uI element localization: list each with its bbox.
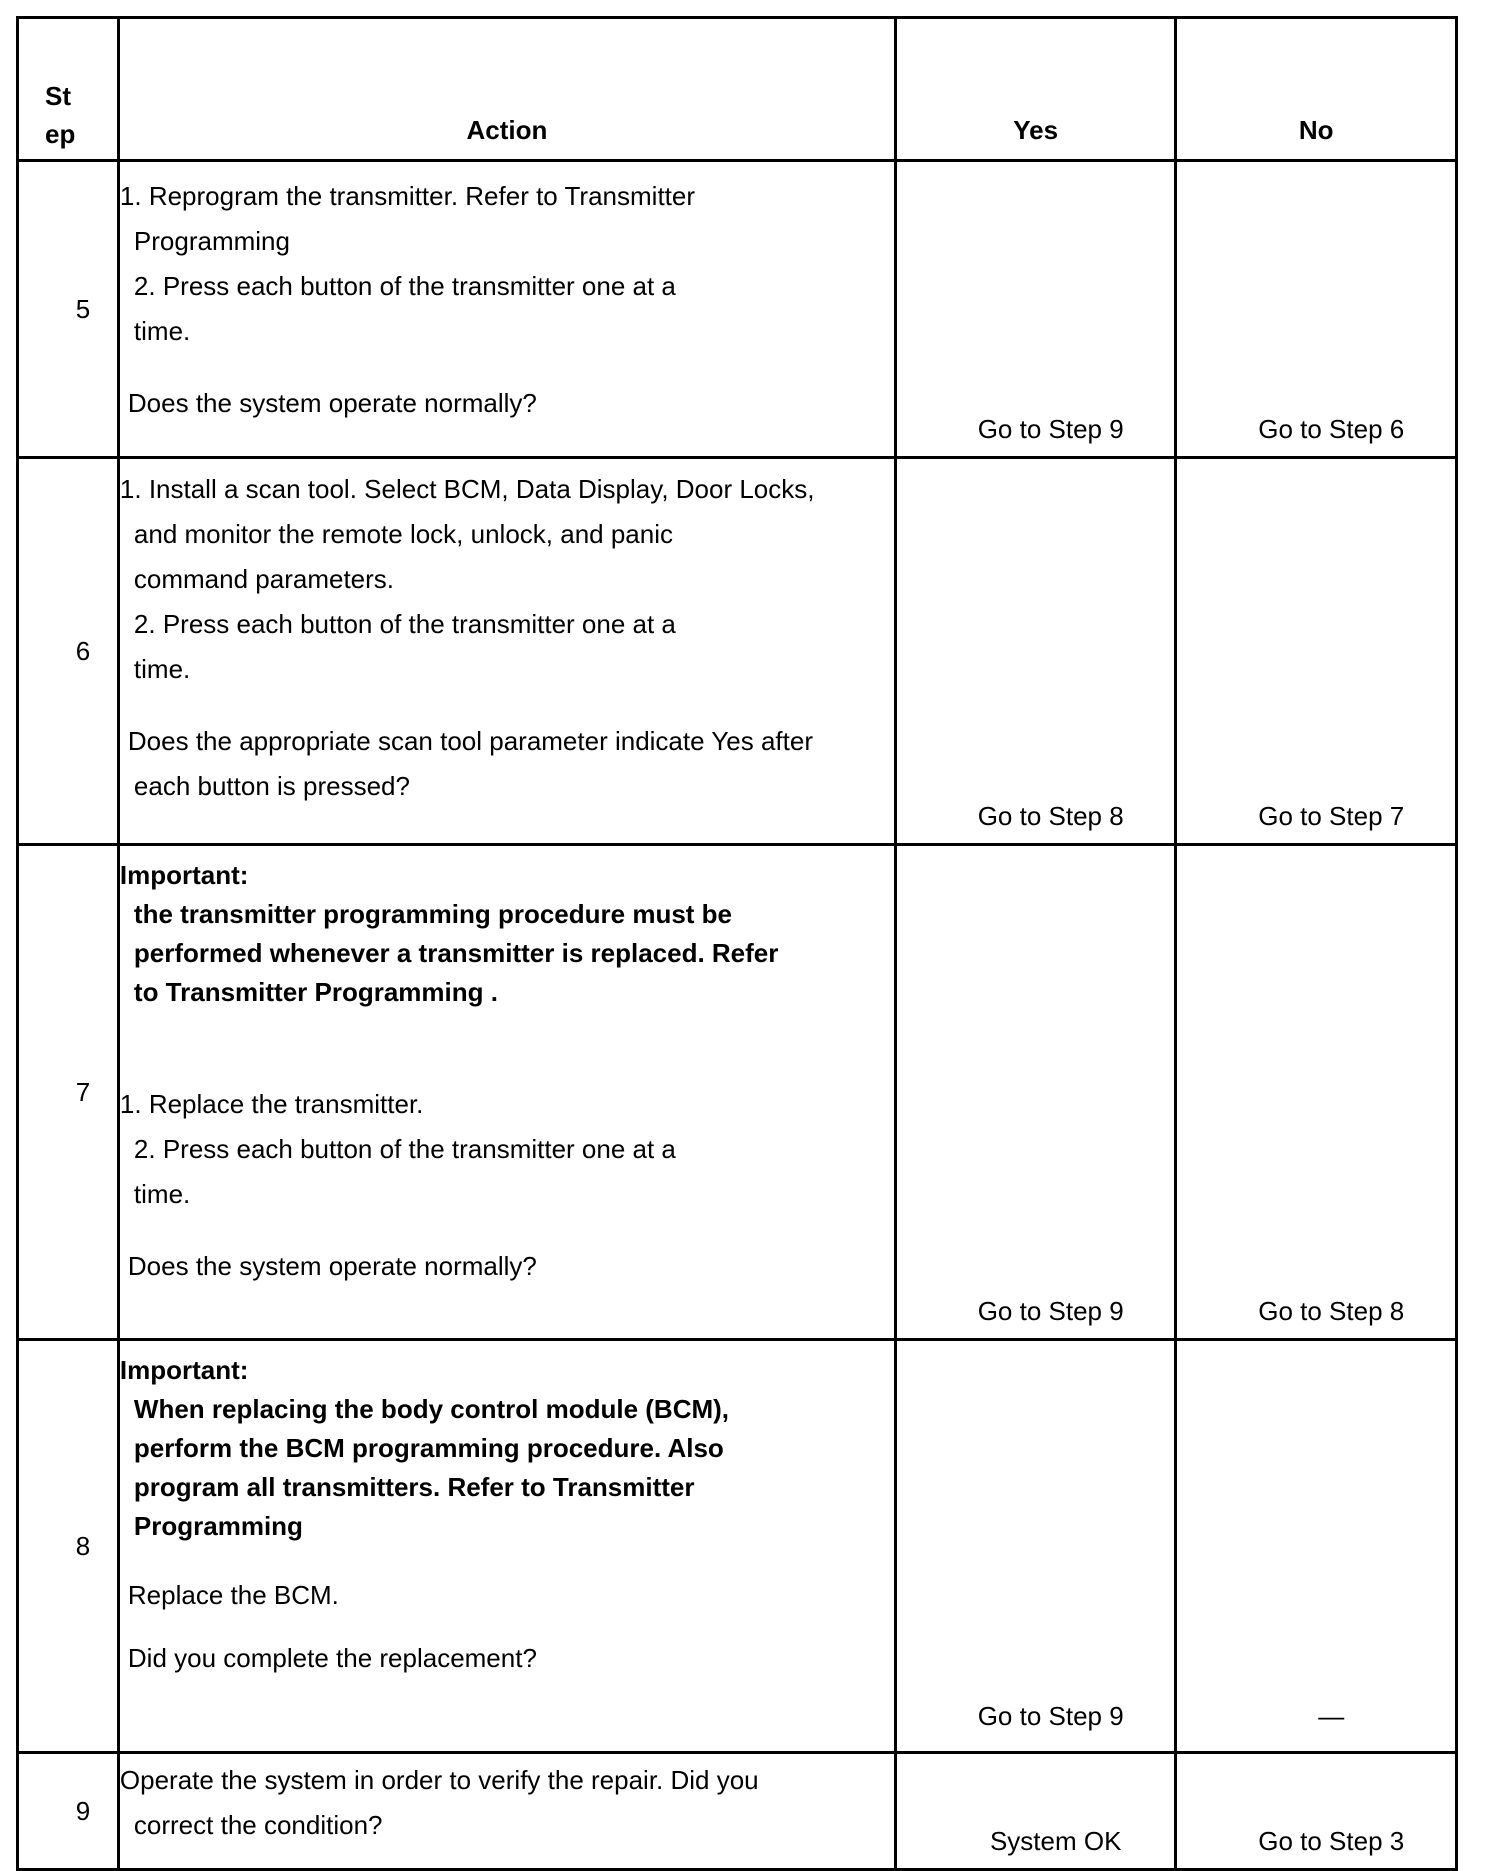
important-line: program all transmitters. Refer to Transmitter: [133, 1472, 695, 1502]
important-line: Programming: [133, 1511, 303, 1541]
diagnostic-table: [16, 16, 1458, 1871]
question-line: each button is pressed?: [133, 771, 410, 801]
important-line: the transmitter programming procedure must be: [133, 899, 733, 929]
action-cell: [118, 1340, 895, 1753]
action-line: 2. Press each button of the transmitter one at a: [133, 1134, 676, 1164]
action-line: time.: [133, 654, 191, 684]
important-label: Important:: [119, 860, 249, 890]
important-line: When replacing the body control module (BCM),: [133, 1394, 730, 1424]
important-label: Important:: [119, 1355, 249, 1385]
no-answer: Go to Step 3: [1176, 1753, 1457, 1870]
question-line: Does the appropriate scan tool parameter indicate Yes after: [127, 726, 813, 756]
step-number: 9: [18, 1753, 119, 1870]
action-line: time.: [133, 1179, 191, 1209]
yes-answer: Go to Step 9: [895, 1340, 1176, 1753]
table-row: [18, 1340, 1457, 1753]
action-cell: [118, 845, 895, 1340]
header-no: No: [1176, 18, 1457, 161]
action-line: Programming: [133, 226, 290, 256]
header-row: [18, 18, 1457, 161]
action-line: Replace the BCM.: [127, 1580, 339, 1610]
action-cell: [118, 161, 895, 458]
action-cell: [118, 458, 895, 845]
question-line: Does the system operate normally?: [127, 1251, 537, 1281]
question-line: Did you complete the replacement?: [127, 1643, 537, 1673]
step-number: 8: [18, 1340, 119, 1753]
action-line: 2. Press each button of the transmitter one at a: [133, 609, 676, 639]
important-line: perform the BCM programming procedure. Also: [133, 1433, 724, 1463]
no-answer: Go to Step 8: [1176, 845, 1457, 1340]
important-line: to Transmitter Programming .: [133, 977, 498, 1007]
no-answer: Go to Step 7: [1176, 458, 1457, 845]
step-number: 5: [18, 161, 119, 458]
header-step: [18, 18, 119, 161]
table-row: [18, 161, 1457, 458]
yes-answer: Go to Step 9: [895, 161, 1176, 458]
action-line: time.: [133, 316, 191, 346]
no-answer: Go to Step 6: [1176, 161, 1457, 458]
action-line: and monitor the remote lock, unlock, and panic: [133, 519, 673, 549]
question-line: Operate the system in order to verify the repair. Did you: [119, 1765, 759, 1795]
header-step-line1: St: [45, 81, 71, 111]
yes-answer: Go to Step 8: [895, 458, 1176, 845]
table-row: [18, 845, 1457, 1340]
header-action: Action: [118, 18, 895, 161]
action-line: command parameters.: [133, 564, 395, 594]
table-row: [18, 1753, 1457, 1870]
action-line: 1. Reprogram the transmitter. Refer to Transmitter: [119, 181, 696, 211]
action-line: 2. Press each button of the transmitter one at a: [133, 271, 676, 301]
action-line: 1. Install a scan tool. Select BCM, Data Display, Door Locks,: [119, 474, 815, 504]
important-line: performed whenever a transmitter is replaced. Refer: [133, 938, 779, 968]
header-step-line2: ep: [45, 119, 76, 149]
question-line: correct the condition?: [133, 1810, 383, 1840]
action-cell: [118, 1753, 895, 1870]
question-line: Does the system operate normally?: [127, 388, 537, 418]
step-number: 6: [18, 458, 119, 845]
table-row: [18, 458, 1457, 845]
no-answer: —: [1176, 1340, 1457, 1753]
step-number: 7: [18, 845, 119, 1340]
header-yes: Yes: [895, 18, 1176, 161]
action-line: 1. Replace the transmitter.: [119, 1089, 424, 1119]
yes-answer: Go to Step 9: [895, 845, 1176, 1340]
yes-answer: System OK: [895, 1753, 1176, 1870]
